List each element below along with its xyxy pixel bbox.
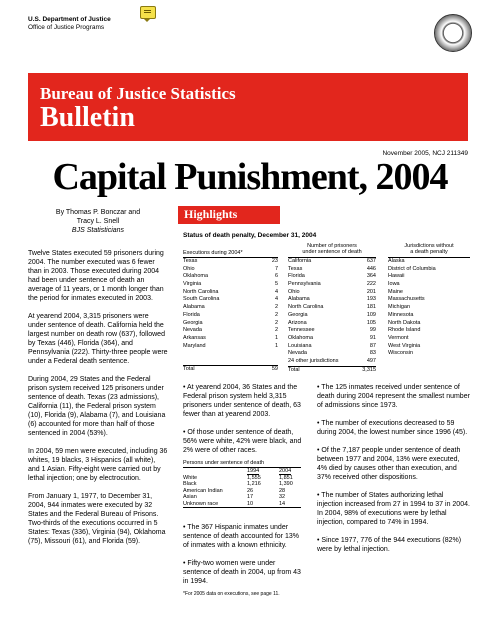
office-name: Office of Justice Programs [28,24,105,31]
doj-seal-icon [434,14,472,52]
comment-note-icon[interactable] [140,6,156,19]
no-penalty-row [388,335,470,343]
row-label: North Carolina [288,304,324,311]
total-value: 59 [271,366,278,373]
report-title: Capital Punishment, 2004 [52,156,448,198]
value-1994: 1,216 [247,481,261,487]
row-label: Florida [288,273,305,280]
row-value: 637 [366,258,376,264]
row-label: Wisconsin [388,350,414,357]
col-header-text: Executions during 2004* [183,250,243,256]
row-label: Florida [183,311,200,318]
no-penalty-table [388,243,470,358]
row-label: Oklahoma [183,273,209,280]
department-name: U.S. Department of Justice [28,16,111,23]
row-value: 201 [366,288,376,295]
row-value: 1 [274,342,278,349]
row-label: Alaska [388,258,405,264]
no-penalty-row [388,266,470,274]
value-2004: 1,851 [279,474,293,481]
prisoners-row [288,320,376,328]
no-penalty-row [388,289,470,297]
author-line-1: By Thomas P. Bonczar and [55,209,141,216]
row-label: Maine [388,288,403,295]
row-value: 2 [274,327,278,334]
execution-row [183,281,278,289]
row-label: Tennessee [288,327,315,334]
bullet: • At yearend 2004, 36 States and the Federal prison system held 3,315 prisoners under sentence of death, 63 fewer than at yearend 2003. [183,384,301,418]
row-label: District of Columbia [388,265,436,272]
row-label: Vermont [388,334,409,341]
row-value: 4 [274,296,278,303]
row-label: Oklahoma [288,334,314,341]
row-label: Louisiana [288,342,312,349]
race-label: Asian [183,494,197,500]
status-table-title: Status of death penalty, December 31, 2004 [183,232,317,239]
execution-row [183,273,278,281]
row-label: West Virginia [388,342,421,349]
race-table-title: Persons under sentence of death [183,460,301,468]
no-penalty-row [388,304,470,312]
row-label: Hawaii [388,273,405,280]
no-penalty-col-header [388,243,470,258]
row-label: Alabama [288,296,310,303]
row-label: North Dakota [388,319,421,326]
agency-header [28,16,111,32]
bullet: • Of the 7,187 people under sentence of death between 1977 and 2004, 13% were executed, 4% died by causes other than execution, and 37% received other dispositions. [317,447,461,481]
prisoners-row [288,304,376,312]
row-value: 7 [274,265,278,272]
exec-total-row [183,365,278,374]
prisoners-row [288,327,376,335]
row-label: Georgia [183,319,203,326]
value-1994: 1,555 [247,474,261,481]
row-label: Alabama [183,304,205,311]
value-2004: 14 [279,500,286,507]
row-value: 446 [366,265,376,272]
bullet: • The 125 inmates received under sentence of death during 2004 represent the smallest number of admissions since 1973. [317,384,470,409]
total-label: Total [288,366,300,373]
row-label: Arkansas [183,334,206,341]
col-header-text: Number of prisoners [307,243,357,249]
value-1994: 26 [247,487,254,494]
row-value: 4 [274,288,278,295]
prisoners-row [288,350,376,358]
prisoners-col-header [288,243,376,258]
row-label: North Carolina [183,288,219,295]
total-value: 3,315 [362,366,376,373]
execution-row [183,343,278,351]
author-line-2: Tracy L. Snell [76,218,120,225]
row-label: 24 other jurisdictions [288,357,339,364]
prisoners-total-row [288,366,376,375]
execution-row [183,304,278,312]
row-label: Ohio [288,288,300,295]
year-1994: 1994 [247,467,260,474]
row-label: Ohio [183,265,195,272]
execution-row [183,312,278,320]
row-value: 5 [274,281,278,288]
race-table [183,460,301,508]
executions-col-header [183,243,278,258]
middle-bullets-lower [183,523,303,595]
race-row [183,501,301,508]
paragraph: Twelve States executed 59 prisoners during 2004. The number executed was 6 fewer than in 2003. Those executed during 2004 had been under sentence of death an average of 11 years, or 1 month longer than the period for inmates executed in 2003. [28,250,164,302]
executions-rows [183,258,278,350]
row-label: Michigan [388,304,411,311]
row-value: 497 [366,357,376,364]
no-penalty-row [388,320,470,328]
row-value: 6 [274,273,278,280]
value-2004: 32 [279,494,286,500]
no-penalty-row [388,258,470,266]
row-value: 181 [366,304,376,311]
row-label: Georgia [288,311,308,318]
execution-row [183,327,278,335]
footnote: *For 2005 data on executions, see page 11. [183,591,280,597]
row-label: Rhode Island [388,327,421,334]
row-value: 105 [366,319,376,326]
row-label: Iowa [388,281,400,288]
prisoners-table [288,243,376,374]
prisoners-row [288,296,376,304]
prisoners-rows [288,258,376,366]
no-penalty-rows [388,258,470,358]
row-label: Massachusetts [388,296,425,303]
race-label: Black [183,481,197,487]
bullet: • The number of States authorizing lethal injection increased from 27 in 1994 to 37 in 2004. In 2004, 98% of executions were by lethal injection, compared to 74% in 1994. [317,492,470,526]
prisoners-row [288,258,376,266]
race-label: American Indian [183,487,223,494]
row-value: 99 [369,327,376,334]
race-label: White [183,474,198,481]
row-value: 2 [274,311,278,318]
no-penalty-row [388,350,470,358]
no-penalty-row [388,273,470,281]
row-value: 87 [369,342,376,349]
value-1994: 10 [247,500,254,507]
author-line-3: BJS Statisticians [71,227,125,234]
execution-row [183,266,278,274]
row-value: 2 [274,319,278,326]
execution-row [183,258,278,266]
no-penalty-row [388,296,470,304]
middle-bullets [183,383,303,464]
row-label: Texas [183,258,198,264]
prisoners-row [288,312,376,320]
table-rule [183,507,301,508]
race-label: Unknown race [183,500,219,507]
issue-date: November 2005, NCJ 211349 [382,150,468,157]
no-penalty-row [388,327,470,335]
row-value: 83 [369,350,376,357]
row-value: 1 [274,334,278,341]
race-year-header [183,468,301,475]
prisoners-row [288,266,376,274]
right-bullets [317,383,470,563]
row-label: South Carolina [183,296,220,303]
no-penalty-row [388,312,470,320]
prisoners-row [288,343,376,351]
row-value: 109 [366,311,376,318]
prisoners-row [288,289,376,297]
execution-row [183,289,278,297]
prisoners-row [288,281,376,289]
bullet: • The number of executions decreased to 59 during 2004, the lowest number since 1996 (45). [317,420,468,436]
execution-row [183,335,278,343]
total-label: Total [183,366,195,373]
paragraph: From January 1, 1977, to December 31, 2004, 944 inmates were executed by 32 States and the Federal Bureau of Prisons. Two-thirds of the executions occurred in 5 States: Texas (336), Virginia (94), Oklahoma (75), Missouri (61), and Florida (59). [28,493,166,545]
bullet: • Since 1977, 776 of the 944 executions (82%) were by lethal injection. [317,537,462,553]
row-label: California [288,258,312,264]
paragraph: During 2004, 29 States and the Federal prison system received 125 prisoners under sentence of death. Texas (23 admissions), California (11), the Federal prison system (10), Florida (9), Alabama (7), and Louisiana (6) accounted for more than half of those sentenced in 2004 (53%). [28,376,166,437]
execution-row [183,296,278,304]
no-penalty-row [388,281,470,289]
value-2004: 1,390 [279,481,293,487]
bullet: • The 367 Hispanic inmates under sentence of death accounted for 13% of inmates with a known ethnicity. [183,524,299,549]
bullet: • Fifty-two women were under sentence of death in 2004, up from 43 in 1994. [183,560,301,585]
value-1994: 17 [247,494,254,500]
row-value: 23 [271,258,278,264]
race-rows [183,475,301,508]
col-header-text: under sentence of death [302,249,362,255]
executions-table [183,243,278,374]
banner-bulletin-title: Bulletin [40,102,135,133]
row-value: 91 [369,334,376,341]
highlights-heading: Highlights [184,207,238,221]
row-label: Texas [288,265,303,272]
execution-row [183,320,278,328]
prisoners-row [288,273,376,281]
banner-agency-title: Bureau of Justice Statistics [40,84,236,103]
no-penalty-row [388,343,470,351]
row-value: 2 [274,304,278,311]
left-column-text [28,249,168,555]
row-value: 364 [366,273,376,280]
row-value: 222 [366,281,376,288]
col-header-text: a death penalty [410,249,448,255]
row-label: Virginia [183,281,202,288]
value-2004: 28 [279,487,286,494]
row-label: Nevada [288,350,307,357]
paragraph: In 2004, 59 men were executed, including 36 whites, 19 blacks, 3 Hispanics (all white), and 1 Asian. Fifty-eight were carried out by lethal injection; one by electrocution. [28,448,168,482]
bullet: • Of those under sentence of death, 56% were white, 42% were black, and 2% were of other races. [183,429,302,454]
prisoners-row [288,358,376,366]
authors-block [28,208,168,235]
row-label: Arizona [288,319,307,326]
row-value: 193 [366,296,376,303]
year-2004: 2004 [279,467,292,474]
row-label: Minnesota [388,311,414,318]
prisoners-row [288,335,376,343]
row-label: Maryland [183,342,206,349]
col-header-text: Jurisdictions without [404,243,454,249]
row-label: Nevada [183,327,202,334]
paragraph: At yearend 2004, 3,315 prisoners were under sentence of death. California held the largest number on death row (637), followed by Texas (446), Florida (364), and Pennsylvania (222). Thirty-three people were under a Federal death sentence. [28,313,168,365]
row-label: Pennsylvania [288,281,321,288]
